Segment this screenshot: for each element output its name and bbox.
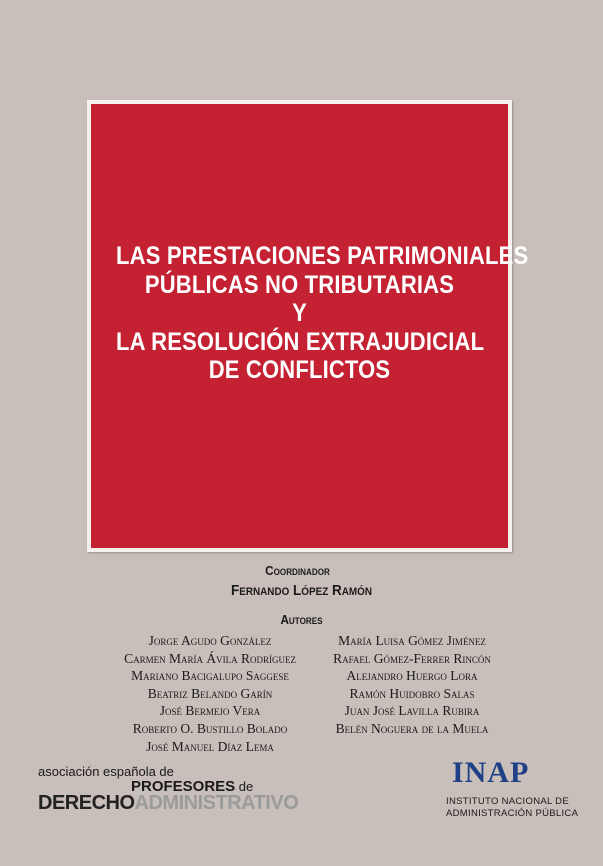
title-line: LAS PRESTACIONES PATRIMONIALES xyxy=(116,242,529,270)
authors-label: Autores xyxy=(280,612,323,627)
author-name: Rafael Gómez-Ferrer Rincón xyxy=(333,650,491,666)
author-name: Beatriz Belando Garín xyxy=(147,685,273,701)
author-name: María Luisa Gómez Jiménez xyxy=(338,633,486,648)
title-line: DE CONFLICTOS xyxy=(208,356,391,384)
coordinator-name: Fernando López Ramón xyxy=(230,582,372,599)
inap-logo: INAP xyxy=(452,756,530,789)
book-title xyxy=(116,242,529,385)
author-name: Belén Noguera de la Muela xyxy=(335,720,489,736)
author-name: Alejandro Huergo Lora xyxy=(346,668,478,684)
inap-line1: INSTITUTO NACIONAL DE xyxy=(446,796,569,807)
author-name: Mariano Bacigalupo Saggese xyxy=(131,668,289,684)
authors-left-column xyxy=(95,632,325,755)
inap-line2: ADMINISTRACIÓN PÚBLICA xyxy=(446,807,579,819)
author-name: Juan José Lavilla Rubira xyxy=(344,703,480,719)
authors-right-column xyxy=(307,632,517,738)
association-logo xyxy=(38,764,299,814)
author-name: Roberto O. Bustillo Bolado xyxy=(132,720,288,736)
association-derecho: DERECHO xyxy=(38,792,135,814)
association-line3 xyxy=(38,792,299,814)
author-name: José Bermejo Vera xyxy=(159,703,261,719)
author-name: José Manuel Díaz Lema xyxy=(146,738,274,754)
association-professors: PROFESORES xyxy=(131,778,236,795)
author-name: Ramón Huidobro Salas xyxy=(349,685,475,701)
inap-subtitle xyxy=(446,796,578,819)
title-line: LA RESOLUCIÓN EXTRAJUDICIAL xyxy=(116,327,485,356)
coordinator-label: Coordinador xyxy=(265,563,330,578)
title-box xyxy=(87,100,529,552)
title-line: Y xyxy=(292,299,307,327)
association-line1: asociación española de xyxy=(38,764,174,779)
association-administrativo: ADMINISTRATIVO xyxy=(134,792,299,814)
association-de: de xyxy=(235,779,254,794)
author-name: Jorge Agudo González xyxy=(148,633,272,648)
title-line: PÚBLICAS NO TRIBUTARIAS xyxy=(144,270,455,299)
author-name: Carmen María Ávila Rodríguez xyxy=(124,650,296,666)
